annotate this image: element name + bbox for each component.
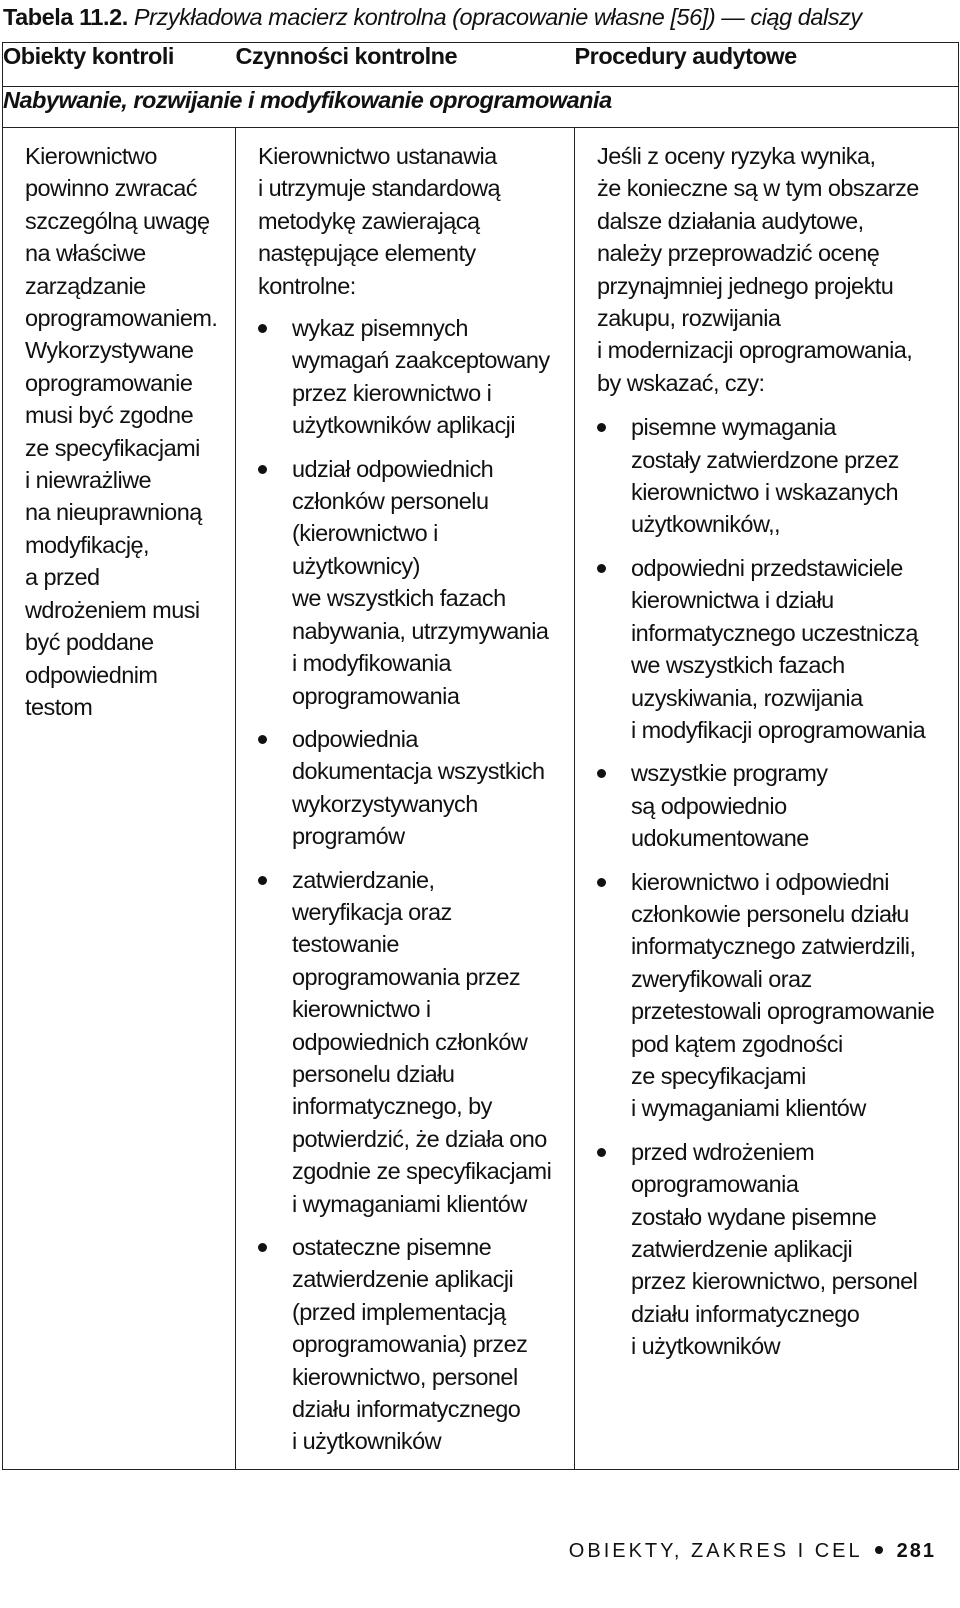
header-audit-procedures: Procedury audytowe (575, 43, 959, 87)
page-footer (569, 1540, 936, 1563)
list-item-text: odpowiedni przedstawiciele kierownictwa i działu informatycznego uczestniczą we wszystkich fazach uzyskiwania, rozwijania i modyfikacji oprogramowania (631, 554, 926, 743)
list-item (597, 411, 952, 541)
bullet-icon (597, 878, 606, 887)
list-item-text: przed wdrożeniem oprogramowania zostało wydane pisemne zatwierdzenie aplikacji przez kierownictwo, personel działu informatycznego i użytkowników (631, 1138, 918, 1360)
bullet-icon (875, 1546, 883, 1554)
list-item (258, 864, 568, 1220)
table-row (3, 128, 959, 1470)
list-item-text: pisemne wymagania zostały zatwierdzone przez kierownictwo i wskazanych użytkowników,, (631, 414, 899, 538)
bullet-icon (258, 735, 267, 744)
list-item (597, 1136, 952, 1363)
control-activities-list (258, 312, 568, 1458)
list-item-text: wykaz pisemnych wymagań zaakceptowany przez kierownictwo i użytkowników aplikacji (292, 315, 550, 439)
audit-procedures-intro: Jeśli z oceny ryzyka wynika, że konieczne są w tym obszarze dalsze działania audytowe, należy przeprowadzić ocenę przynajmniej jednego projektu zakupu, rozwijania i modernizacji oprogramowania, by wskazać, czy: (597, 143, 919, 396)
list-item-text: wszystkie programy są odpowiednio udokumentowane (631, 760, 828, 852)
list-item (258, 723, 568, 853)
bullet-icon (258, 324, 267, 333)
bullet-icon (597, 769, 606, 778)
bullet-icon (258, 1243, 267, 1252)
list-item (597, 757, 952, 854)
list-item-text: udział odpowiednich członków personelu (kierownictwo i użytkownicy) we wszystkich fazach nabywania, utrzymywania i modyfikowania oprogramowania (292, 455, 549, 709)
list-item (258, 1231, 568, 1458)
bullet-icon (597, 564, 606, 573)
list-item-text: ostateczne pisemne zatwierdzenie aplikacji (przed implementacją oprogramowania) przez kierownictwo, personel działu informatycznego i użytkowników (292, 1234, 528, 1455)
audit-procedures-list (597, 411, 952, 1362)
list-item (597, 866, 952, 1125)
control-objects-text: Kierownictwo powinno zwracać szczególną uwagę na właściwe zarządzanie oprogramowaniem. Wykorzystywane oprogramowanie musi być zgodne ze specyfikacjami i niewrażliwe na nieuprawnioną modyfikację, a przed wdrożeniem musi być poddane odpowiednim testom (25, 143, 218, 720)
header-control-activities: Czynności kontrolne (236, 43, 575, 87)
table-title: Przykładowa macierz kontrolna (opracowanie własne [56]) — ciąg dalszy (133, 4, 862, 30)
list-item (258, 312, 568, 442)
cell-control-activities (236, 128, 575, 1470)
list-item (597, 552, 952, 746)
running-footer-title: OBIEKTY, ZAKRES I CEL (568, 1540, 863, 1562)
cell-audit-procedures (575, 128, 959, 1470)
bullet-icon (597, 423, 606, 432)
header-row (3, 43, 959, 87)
list-item-text: zatwierdzanie, weryfikacja oraz testowanie oprogramowania przez kierownictwo i odpowiednich członków personelu działu informatycznego, by potwierdzić, że działa ono zgodnie ze specyfikacjami i wymaganiami klientów (292, 866, 552, 1217)
control-activities-intro: Kierownictwo ustanawia i utrzymuje standardową metodykę zawierającą następujące elementy kontrolne: (258, 143, 501, 299)
header-control-objects: Obiekty kontroli (3, 43, 236, 87)
table-caption (3, 2, 953, 32)
page-number: 281 (896, 1540, 936, 1562)
list-item (258, 453, 568, 712)
cell-control-objects (3, 128, 236, 1470)
section-title: Nabywanie, rozwijanie i modyfikowanie oprogramowania (3, 87, 959, 128)
list-item-text: kierownictwo i odpowiedni członkowie personelu działu informatycznego zatwierdzili, zweryfikowali oraz przetestowali oprogramowanie pod kątem zgodności ze specyfikacjami i wymaganiami klientów (631, 868, 935, 1122)
bullet-icon (258, 465, 267, 474)
table-label: Tabela 11.2. (3, 4, 128, 30)
bullet-icon (597, 1148, 606, 1157)
control-matrix-table (2, 42, 959, 1470)
list-item-text: odpowiednia dokumentacja wszystkich wykorzystywanych programów (292, 725, 545, 850)
section-row (3, 87, 959, 128)
bullet-icon (258, 876, 267, 885)
